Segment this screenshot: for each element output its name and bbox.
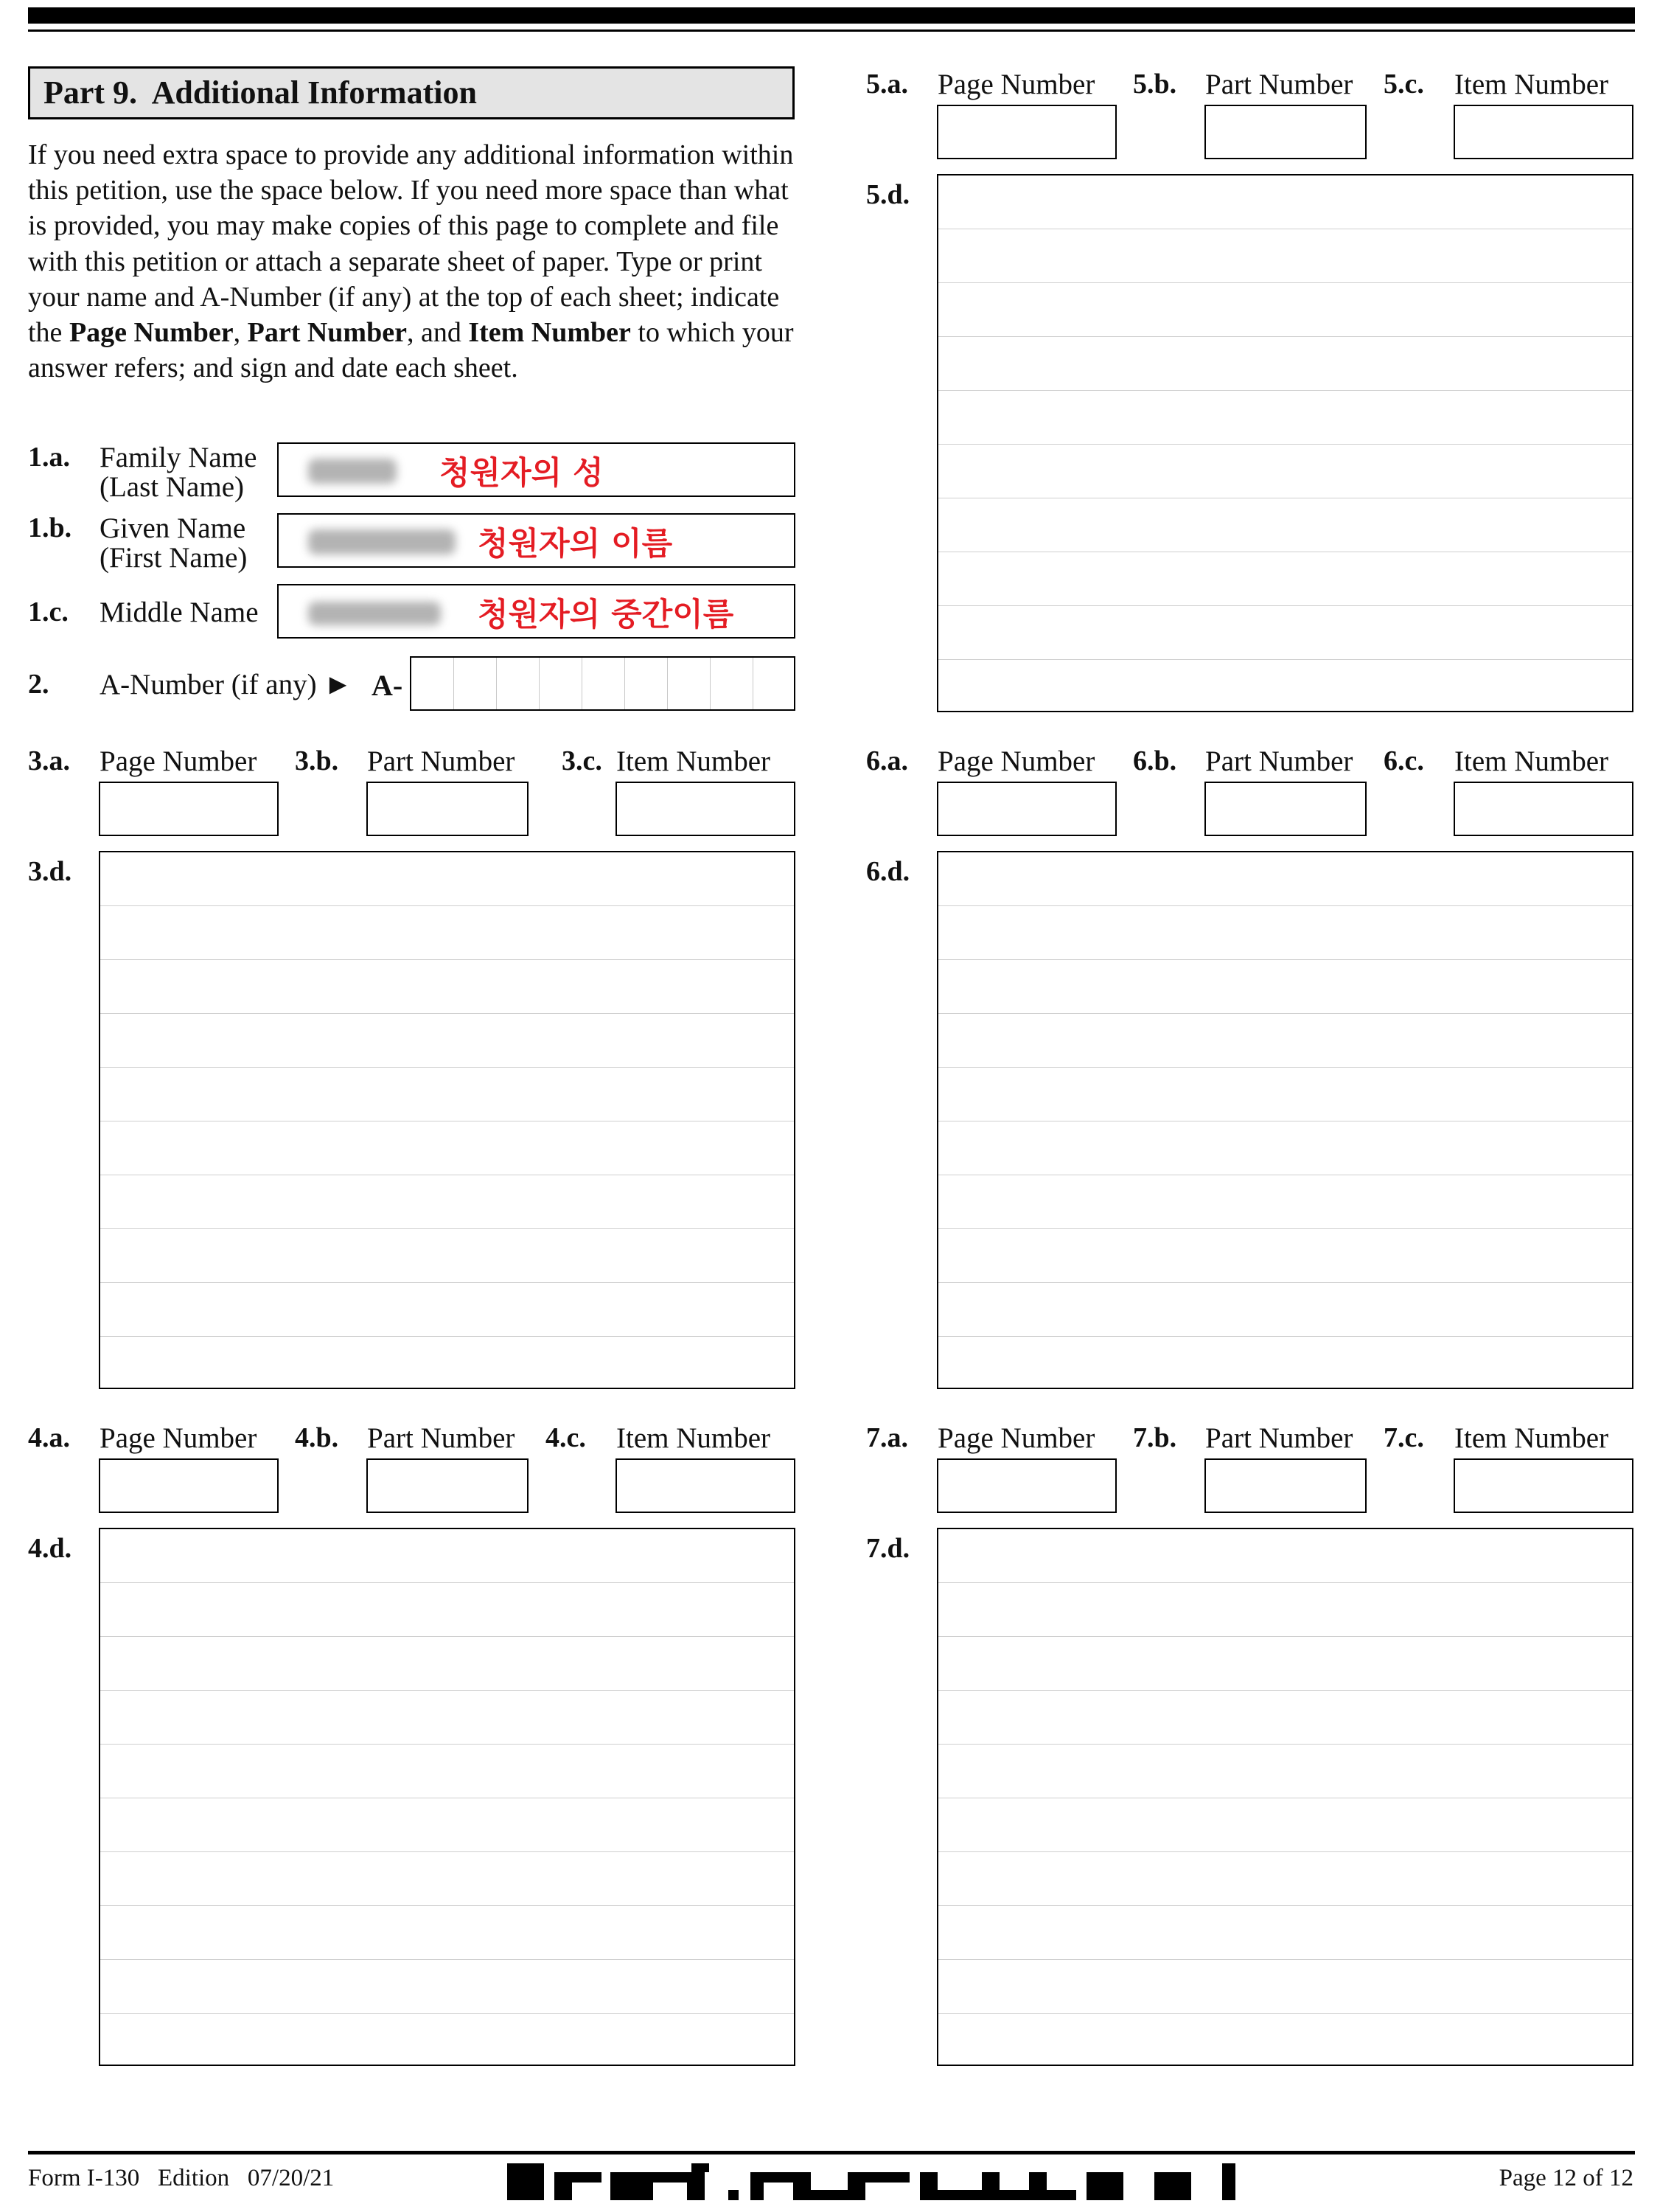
item-2-number: 2. <box>28 669 49 700</box>
item-5-page-label: Page Number <box>938 69 1095 100</box>
middle-name-input[interactable] <box>277 584 795 639</box>
item-4d-number: 4.d. <box>28 1533 72 1564</box>
item-6-part-label: Part Number <box>1205 745 1353 777</box>
instructions-paragraph <box>28 137 809 386</box>
item-7c-number: 7.c. <box>1384 1422 1424 1453</box>
item-3-page-label: Page Number <box>100 745 257 777</box>
intro-sep-2: , and <box>406 317 469 349</box>
item-5-item-input[interactable] <box>1454 105 1633 159</box>
bottom-rule <box>28 2151 1635 2154</box>
item-3-part-input[interactable] <box>366 782 529 836</box>
redacted-given-name <box>308 529 456 554</box>
item-3d-number: 3.d. <box>28 856 72 887</box>
item-7d-number: 7.d. <box>866 1533 910 1564</box>
item-1c-number: 1.c. <box>28 597 69 627</box>
part-title: Additional Information <box>151 74 477 111</box>
item-7-part-label: Part Number <box>1205 1422 1353 1454</box>
a-number-digit-2 <box>454 658 497 709</box>
given-name-input[interactable] <box>277 513 795 568</box>
given-name-label: Given Name <box>100 512 246 544</box>
item-7-answer-textarea[interactable] <box>937 1528 1633 2066</box>
item-3-answer-textarea[interactable] <box>99 851 795 1389</box>
middle-name-annotation: 청원자의 중간이름 <box>478 597 734 633</box>
intro-text-2: to which your answer refers; and sign and date each sheet. <box>28 317 794 384</box>
item-5d-number: 5.d. <box>866 179 910 210</box>
item-6-page-input[interactable] <box>937 782 1117 836</box>
family-name-sublabel: (Last Name) <box>100 471 244 503</box>
item-6-part-input[interactable] <box>1204 782 1367 836</box>
item-4a-number: 4.a. <box>28 1422 70 1453</box>
item-6b-number: 6.b. <box>1133 745 1177 776</box>
a-number-prefix: A- <box>372 669 403 702</box>
item-4-answer-textarea[interactable] <box>99 1528 795 2066</box>
a-number-digit-7 <box>668 658 711 709</box>
item-7-page-label: Page Number <box>938 1422 1095 1454</box>
family-name-label: Family Name <box>100 442 257 473</box>
item-7-item-input[interactable] <box>1454 1458 1633 1513</box>
a-number-digit-5 <box>582 658 625 709</box>
footer-page-number: Page 12 of 12 <box>1499 2165 1633 2191</box>
intro-text-1: If you need extra space to provide any additional information within this petition, use the space below. If you need more space than what is provided, you may make copies of this page to complete and file with this petition or attach a separate sheet of paper. Type or print your name and A-Number (if any) at the top of each sheet; indicate the <box>28 139 794 349</box>
item-3c-number: 3.c. <box>562 745 602 776</box>
item-4-part-input[interactable] <box>366 1458 529 1513</box>
a-number-label: A-Number (if any) ► <box>100 669 352 700</box>
item-1a-number: 1.a. <box>28 442 70 473</box>
item-4-page-input[interactable] <box>99 1458 279 1513</box>
item-7a-number: 7.a. <box>866 1422 908 1453</box>
item-5-part-input[interactable] <box>1204 105 1367 159</box>
redacted-middle-name <box>308 602 441 625</box>
item-6-page-label: Page Number <box>938 745 1095 777</box>
item-7-page-input[interactable] <box>937 1458 1117 1513</box>
a-number-digit-1 <box>411 658 454 709</box>
item-5-item-label: Item Number <box>1454 69 1609 100</box>
family-name-input[interactable] <box>277 442 795 497</box>
footer-form-number: Form I-130 <box>28 2165 140 2191</box>
intro-bold-page-number: Page Number <box>69 317 234 349</box>
item-5c-number: 5.c. <box>1384 69 1424 100</box>
item-7-item-label: Item Number <box>1454 1422 1609 1454</box>
item-1b-number: 1.b. <box>28 512 72 543</box>
redacted-family-name <box>308 459 397 484</box>
form-barcode <box>507 2163 1259 2200</box>
a-number-digit-8 <box>711 658 753 709</box>
item-5a-number: 5.a. <box>866 69 908 100</box>
item-5-page-input[interactable] <box>937 105 1117 159</box>
item-3-page-input[interactable] <box>99 782 279 836</box>
top-rule-thin <box>28 29 1635 32</box>
item-6-answer-textarea[interactable] <box>937 851 1633 1389</box>
item-6c-number: 6.c. <box>1384 745 1424 776</box>
part-number: Part 9. <box>43 74 138 111</box>
footer-edition-date: 07/20/21 <box>247 2165 335 2191</box>
item-4c-number: 4.c. <box>545 1422 586 1453</box>
item-5-answer-textarea[interactable] <box>937 174 1633 712</box>
a-number-digit-3 <box>497 658 540 709</box>
item-4-part-label: Part Number <box>367 1422 515 1454</box>
item-4-page-label: Page Number <box>100 1422 257 1454</box>
intro-bold-part-number: Part Number <box>247 317 407 349</box>
item-5b-number: 5.b. <box>1133 69 1177 100</box>
a-number-input[interactable] <box>410 656 795 711</box>
a-number-digit-6 <box>625 658 668 709</box>
given-name-annotation: 청원자의 이름 <box>478 526 673 563</box>
item-3-item-input[interactable] <box>615 782 795 836</box>
middle-name-label: Middle Name <box>100 597 259 628</box>
item-7b-number: 7.b. <box>1133 1422 1177 1453</box>
item-5-part-label: Part Number <box>1205 69 1353 100</box>
item-6d-number: 6.d. <box>866 856 910 887</box>
family-name-annotation: 청원자의 성 <box>439 455 604 492</box>
item-3a-number: 3.a. <box>28 745 70 776</box>
footer-form-id <box>28 2165 334 2192</box>
item-4-item-label: Item Number <box>616 1422 771 1454</box>
a-number-digit-4 <box>540 658 582 709</box>
item-4-item-input[interactable] <box>615 1458 795 1513</box>
part-9-header <box>28 66 795 119</box>
item-3b-number: 3.b. <box>295 745 339 776</box>
given-name-sublabel: (First Name) <box>100 542 248 574</box>
item-4b-number: 4.b. <box>295 1422 339 1453</box>
item-6-item-label: Item Number <box>1454 745 1609 777</box>
item-3-part-label: Part Number <box>367 745 515 777</box>
intro-bold-item-number: Item Number <box>468 317 631 349</box>
item-6-item-input[interactable] <box>1454 782 1633 836</box>
footer-edition-label: Edition <box>158 2165 230 2191</box>
intro-sep-1: , <box>233 317 248 349</box>
item-7-part-input[interactable] <box>1204 1458 1367 1513</box>
top-rule-thick <box>28 7 1635 24</box>
item-3-item-label: Item Number <box>616 745 771 777</box>
item-6a-number: 6.a. <box>866 745 908 776</box>
